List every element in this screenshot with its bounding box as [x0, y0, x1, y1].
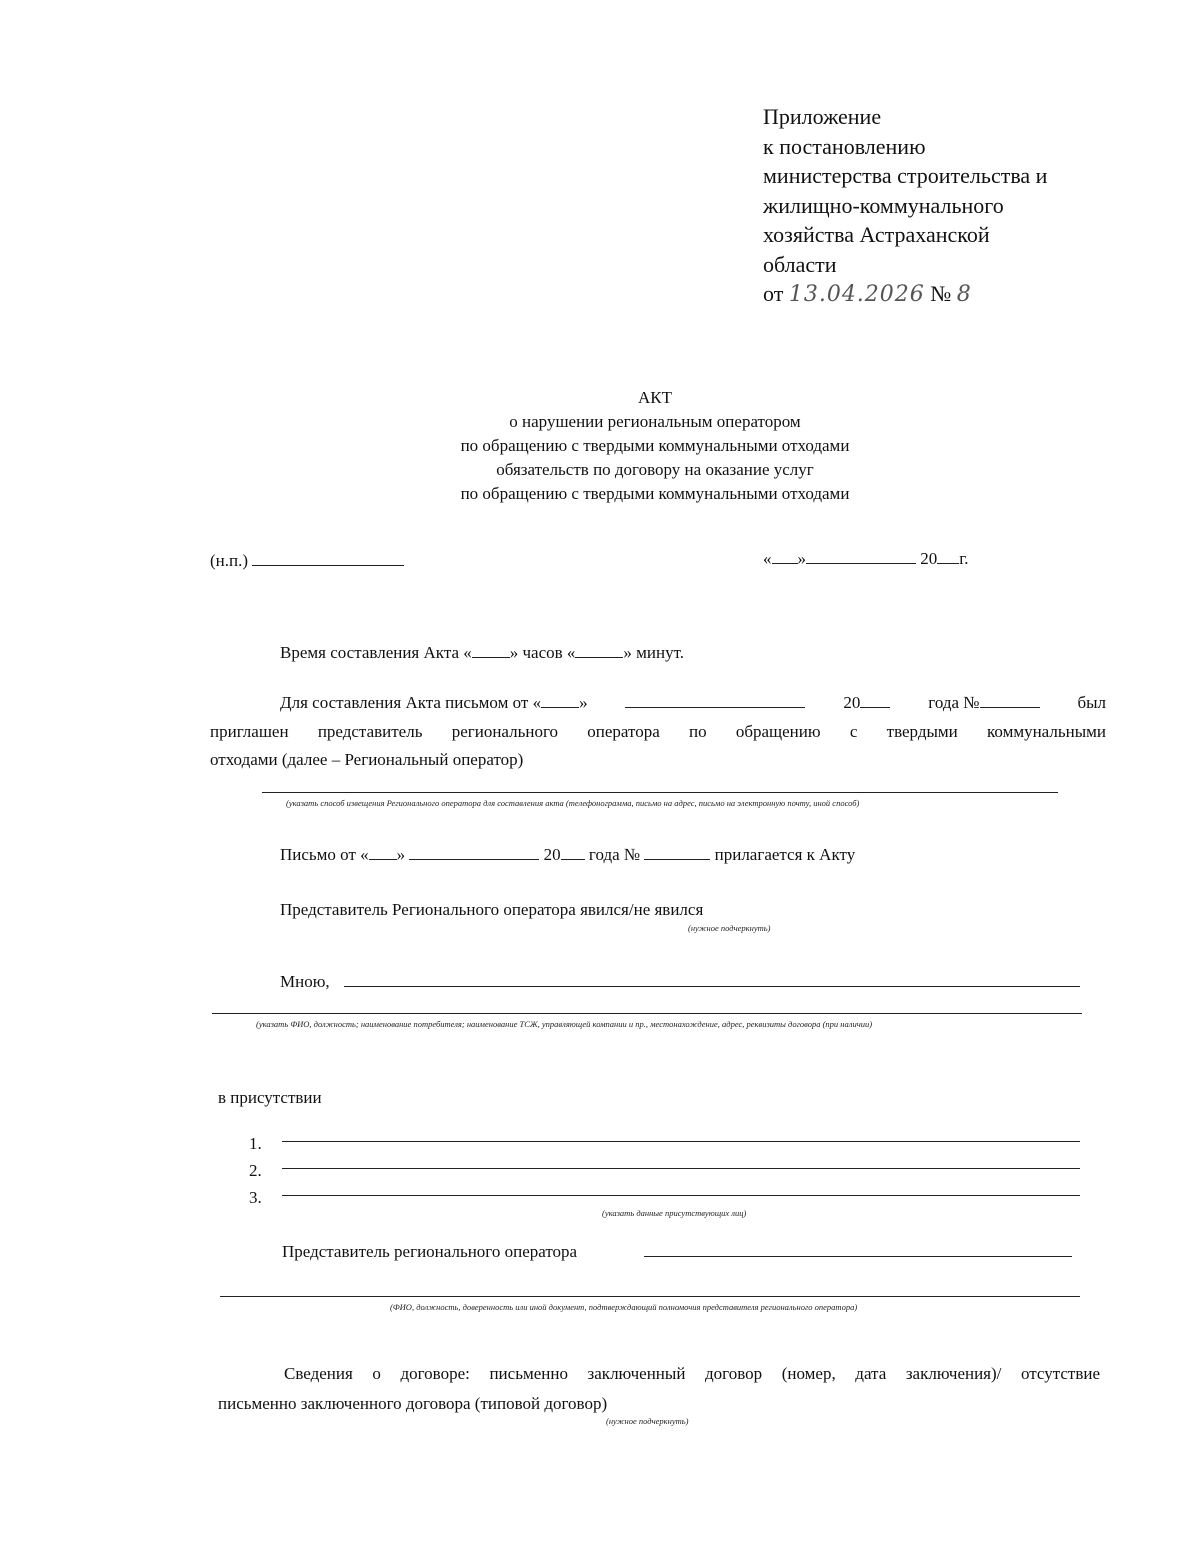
- letter-text: 20: [543, 845, 561, 864]
- letter-text: года №: [588, 845, 641, 864]
- contract-info-hint: (нужное подчеркнуть): [606, 1416, 689, 1426]
- by-me-line[interactable]: [344, 986, 1080, 987]
- time-text: » часов «: [509, 643, 576, 662]
- time-text: Время составления Акта «: [280, 643, 472, 662]
- invitation-line-2: приглашен представитель регионального оператора по обращению с твердыми коммунальными: [210, 722, 1106, 741]
- letter-year-blank[interactable]: [561, 845, 585, 860]
- notification-method-line[interactable]: [262, 792, 1058, 793]
- place-field: [210, 551, 404, 571]
- notification-method-hint: (указать способ извещения Регионального оператора для составления акта (телефонограмма, письмо на адрес, письмо на электронную почту, иной способ): [286, 798, 860, 808]
- letter-text: »: [396, 845, 406, 864]
- contract-info-line-1: Сведения о договоре: письменно заключенный договор (номер, дата заключения)/ отсутствие: [284, 1364, 1100, 1383]
- letter-line: [280, 845, 855, 865]
- invite-year-blank[interactable]: [860, 693, 890, 708]
- presence-item-number: 3.: [249, 1188, 262, 1207]
- hours-blank[interactable]: [472, 643, 510, 658]
- presence-line-2[interactable]: [282, 1168, 1080, 1169]
- letter-day-blank[interactable]: [369, 845, 397, 860]
- header-line: министерства строительства и: [763, 163, 1048, 188]
- header-line: к постановлению: [763, 133, 926, 159]
- title-line: о нарушении региональным оператором: [509, 412, 801, 431]
- by-me-line-2[interactable]: [212, 1013, 1082, 1014]
- invitation-text: был: [1077, 693, 1106, 712]
- day-blank[interactable]: [772, 549, 798, 564]
- letter-text: прилагается к Акту: [714, 845, 856, 864]
- representative-status-hint: (нужное подчеркнуть): [688, 923, 771, 933]
- title-line: по обращению с твердыми коммунальными отходами: [460, 436, 850, 455]
- regional-rep-label: Представитель регионального оператора: [282, 1242, 578, 1261]
- date-open-quote: «: [763, 549, 772, 568]
- place-blank[interactable]: [252, 551, 404, 566]
- invite-number-blank[interactable]: [980, 693, 1040, 708]
- title-heading: АКТ: [638, 388, 672, 407]
- invitation-text: года №: [928, 693, 980, 712]
- date-close-quote: »: [797, 549, 806, 568]
- invite-month-blank[interactable]: [625, 693, 805, 708]
- handwritten-number: 8: [956, 282, 972, 307]
- by-me-label: Мною,: [280, 972, 330, 991]
- invitation-line-1: [280, 693, 1106, 713]
- handwritten-date: 13.04.2026: [788, 282, 925, 307]
- header-line: хозяйства Астраханской: [763, 222, 990, 247]
- time-line: [280, 643, 684, 663]
- number-prefix: №: [930, 281, 952, 306]
- invitation-text: »: [579, 693, 588, 712]
- document-title: [300, 386, 1010, 506]
- invitation-line-3: отходами (далее – Региональный оператор): [210, 750, 524, 769]
- regional-rep-line-2[interactable]: [220, 1296, 1080, 1297]
- by-me-hint: (указать ФИО, должность; наименование потребителя; наименование ТСЖ, управляющей компании и пр., местонахождение, адрес, реквизиты договора (при наличии): [256, 1019, 873, 1029]
- appendix-header: [763, 102, 1183, 310]
- date-field: [763, 549, 969, 569]
- date-prefix: от: [763, 281, 784, 306]
- time-text: » минут.: [623, 643, 685, 662]
- contract-info-line-2: письменно заключенного договора (типовой договор): [218, 1394, 608, 1413]
- letter-month-blank[interactable]: [409, 845, 539, 860]
- presence-item-number: 1.: [249, 1134, 262, 1153]
- invite-day-blank[interactable]: [541, 693, 579, 708]
- representative-status: Представитель Регионального оператора явился/не явился: [280, 900, 704, 919]
- title-line: по обращению с твердыми коммунальными отходами: [460, 484, 850, 503]
- minutes-blank[interactable]: [575, 643, 623, 658]
- invitation-text: 20: [843, 693, 861, 712]
- invitation-text: Для составления Акта письмом от «: [280, 693, 542, 712]
- letter-text: Письмо от «: [280, 845, 369, 864]
- header-line: области: [763, 251, 837, 277]
- year-suffix: г.: [959, 549, 969, 568]
- presence-label: в присутствии: [218, 1088, 322, 1107]
- regional-rep-hint: (ФИО, должность, доверенность или иной документ, подтверждающий полномочия представителя регионального оператора): [390, 1302, 858, 1312]
- header-line: Приложение: [763, 104, 882, 129]
- presence-line-1[interactable]: [282, 1141, 1080, 1142]
- month-blank[interactable]: [806, 549, 916, 564]
- presence-line-3[interactable]: [282, 1195, 1080, 1196]
- year-blank[interactable]: [937, 549, 959, 564]
- presence-item-number: 2.: [249, 1161, 262, 1180]
- title-line: обязательств по договору на оказание услуг: [496, 460, 814, 479]
- letter-number-blank[interactable]: [644, 845, 710, 860]
- place-label: (н.п.): [210, 551, 249, 570]
- regional-rep-line[interactable]: [644, 1256, 1072, 1257]
- header-date-line: [763, 279, 1183, 310]
- presence-hint: (указать данные присутствующих лиц): [602, 1208, 747, 1218]
- header-line: жилищно-коммунального: [763, 192, 1004, 218]
- year-prefix: 20: [920, 549, 938, 568]
